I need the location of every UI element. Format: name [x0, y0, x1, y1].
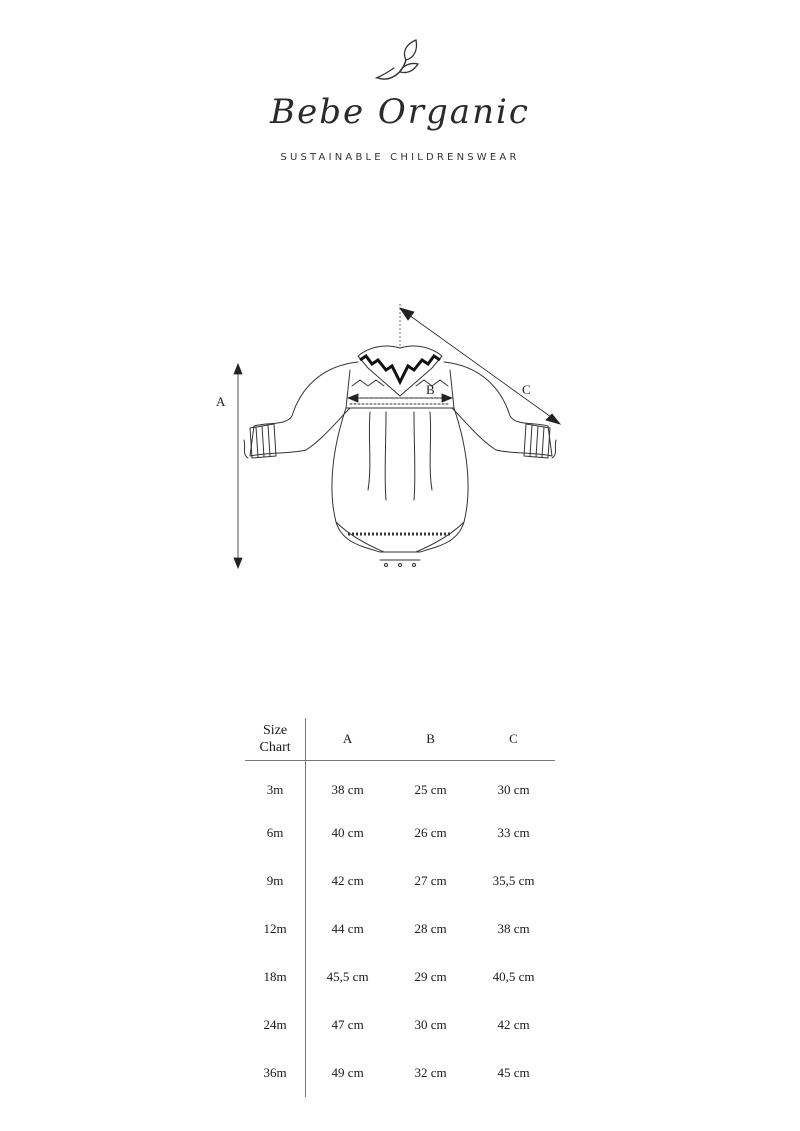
value-c-cell: 33 cm	[497, 824, 530, 840]
table-row	[245, 1001, 555, 1049]
size-cell: 36m	[245, 1049, 306, 1097]
table-row	[245, 953, 555, 1001]
column-header-c: C	[509, 731, 518, 746]
table-row	[245, 857, 555, 905]
size-cell: 3m	[245, 761, 306, 809]
value-c-cell: 35,5 cm	[492, 872, 535, 888]
size-cell: 12m	[245, 905, 306, 953]
size-cell: 18m	[245, 953, 306, 1001]
column-header-b: B	[426, 731, 435, 746]
value-a-cell: 42 cm	[331, 872, 364, 888]
value-a-cell: 49 cm	[331, 1064, 364, 1080]
brand-name: Bebe Organic	[270, 92, 530, 132]
table-row	[245, 761, 555, 809]
value-c-cell: 30 cm	[497, 781, 530, 797]
value-c-cell: 45 cm	[497, 1064, 530, 1080]
value-a-cell: 40 cm	[331, 824, 364, 840]
value-c-cell: 40,5 cm	[492, 968, 535, 984]
dimension-c-label: C	[522, 382, 531, 397]
size-chart-table	[245, 718, 555, 1097]
value-b-cell: 28 cm	[414, 920, 447, 936]
size-cell: 9m	[245, 857, 306, 905]
value-c-cell: 42 cm	[497, 1016, 530, 1032]
value-b-cell: 27 cm	[414, 872, 447, 888]
value-a-cell: 47 cm	[331, 1016, 364, 1032]
table-row	[245, 905, 555, 953]
value-a-cell: 38 cm	[331, 781, 364, 797]
size-cell: 6m	[245, 809, 306, 857]
value-b-cell: 30 cm	[414, 1016, 447, 1032]
size-chart-header-row	[245, 718, 555, 761]
size-chart-title-line1: Size	[263, 723, 288, 738]
size-cell: 24m	[245, 1001, 306, 1049]
value-b-cell: 29 cm	[414, 968, 447, 984]
size-chart-title-line2: Chart	[259, 740, 291, 755]
table-row	[245, 809, 555, 857]
brand-header	[0, 0, 800, 190]
table-row	[245, 1049, 555, 1097]
value-b-cell: 25 cm	[414, 781, 447, 797]
romper-diagram	[200, 290, 600, 590]
brand-tagline: SUSTAINABLE CHILDRENSWEAR	[280, 152, 520, 163]
value-b-cell: 32 cm	[414, 1064, 447, 1080]
romper-drawing	[200, 290, 600, 590]
value-b-cell: 26 cm	[414, 824, 447, 840]
value-c-cell: 38 cm	[497, 920, 530, 936]
dimension-a-label: A	[216, 394, 226, 409]
size-chart-title	[245, 718, 306, 761]
value-a-cell: 44 cm	[331, 920, 364, 936]
column-header-a: A	[342, 731, 353, 746]
dimension-b-label: B	[426, 382, 435, 397]
leaf-logo-icon	[372, 38, 428, 86]
value-a-cell: 45,5 cm	[326, 968, 369, 984]
